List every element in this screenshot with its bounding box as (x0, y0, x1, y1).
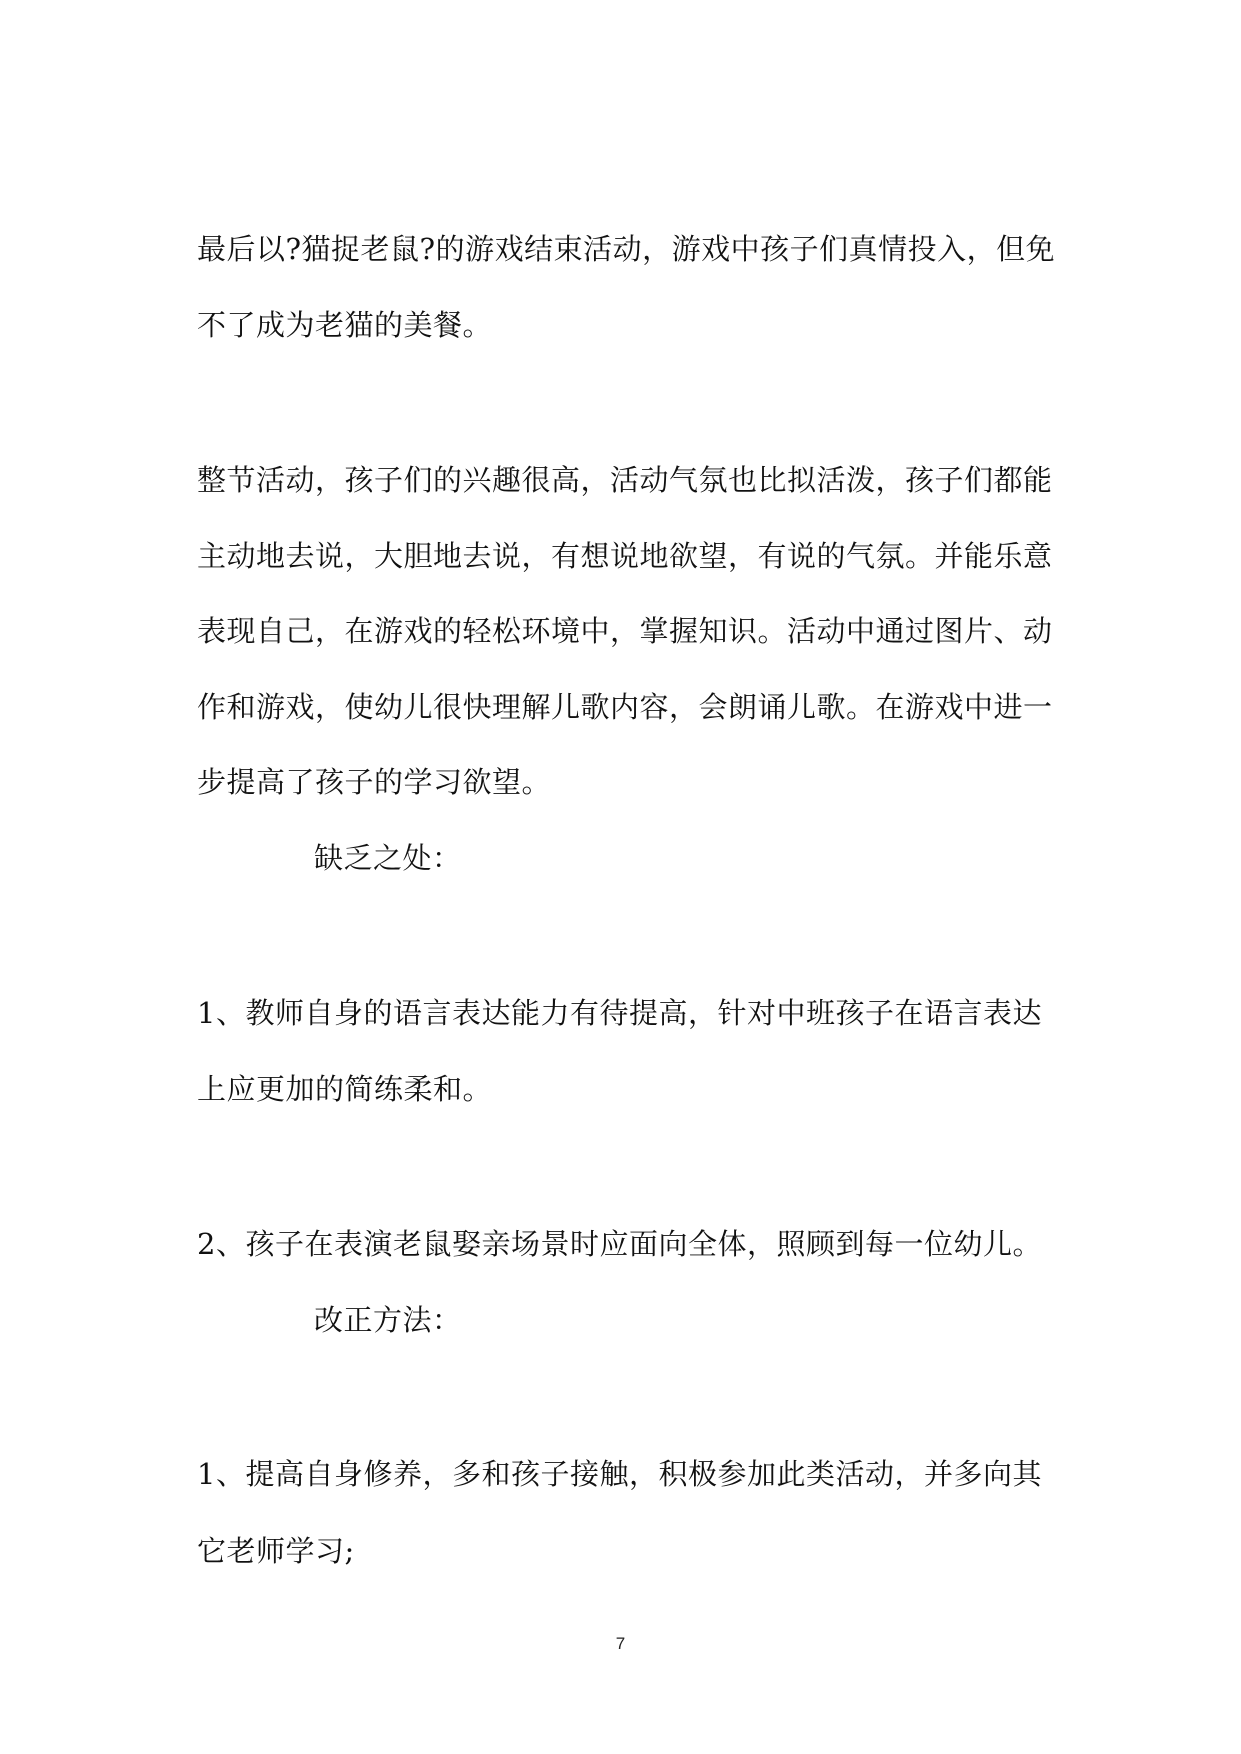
paragraph-2-line-3: 表现自己，在游戏的轻松环境中，掌握知识。活动中通过图片、动 (197, 614, 1053, 648)
paragraph-2-line-1: 整节活动，孩子们的兴趣很高，活动气氛也比拟活泼，孩子们都能 (197, 463, 1053, 497)
paragraph-2-line-5: 步提高了孩子的学习欲望。 (197, 765, 552, 799)
heading-improvements: 改正方法： (314, 1303, 462, 1337)
shortcoming-1-line-2: 上应更加的简练柔和。 (197, 1072, 493, 1106)
paragraph-1-line-1: 最后以?猫捉老鼠?的游戏结束活动，游戏中孩子们真情投入，但免 (197, 232, 1056, 266)
paragraph-1-line-2: 不了成为老猫的美餐。 (197, 308, 493, 342)
page-number: 7 (615, 1634, 626, 1653)
paragraph-2-line-4: 作和游戏，使幼儿很快理解儿歌内容，会朗诵儿歌。在游戏中进一 (197, 690, 1053, 724)
paragraph-2-line-2: 主动地去说，大胆地去说，有想说地欲望，有说的气氛。并能乐意 (197, 539, 1053, 573)
shortcoming-1-line-1: 1、教师自身的语言表达能力有待提高，针对中班孩子在语言表达 (197, 996, 1042, 1030)
shortcoming-2-line-1: 2、孩子在表演老鼠娶亲场景时应面向全体，照顾到每一位幼儿。 (197, 1227, 1042, 1261)
heading-shortcomings: 缺乏之处： (314, 841, 462, 875)
improvement-1-line-1: 1、提高自身修养，多和孩子接触，积极参加此类活动，并多向其 (197, 1457, 1042, 1491)
improvement-1-line-2: 它老师学习; (197, 1534, 355, 1568)
